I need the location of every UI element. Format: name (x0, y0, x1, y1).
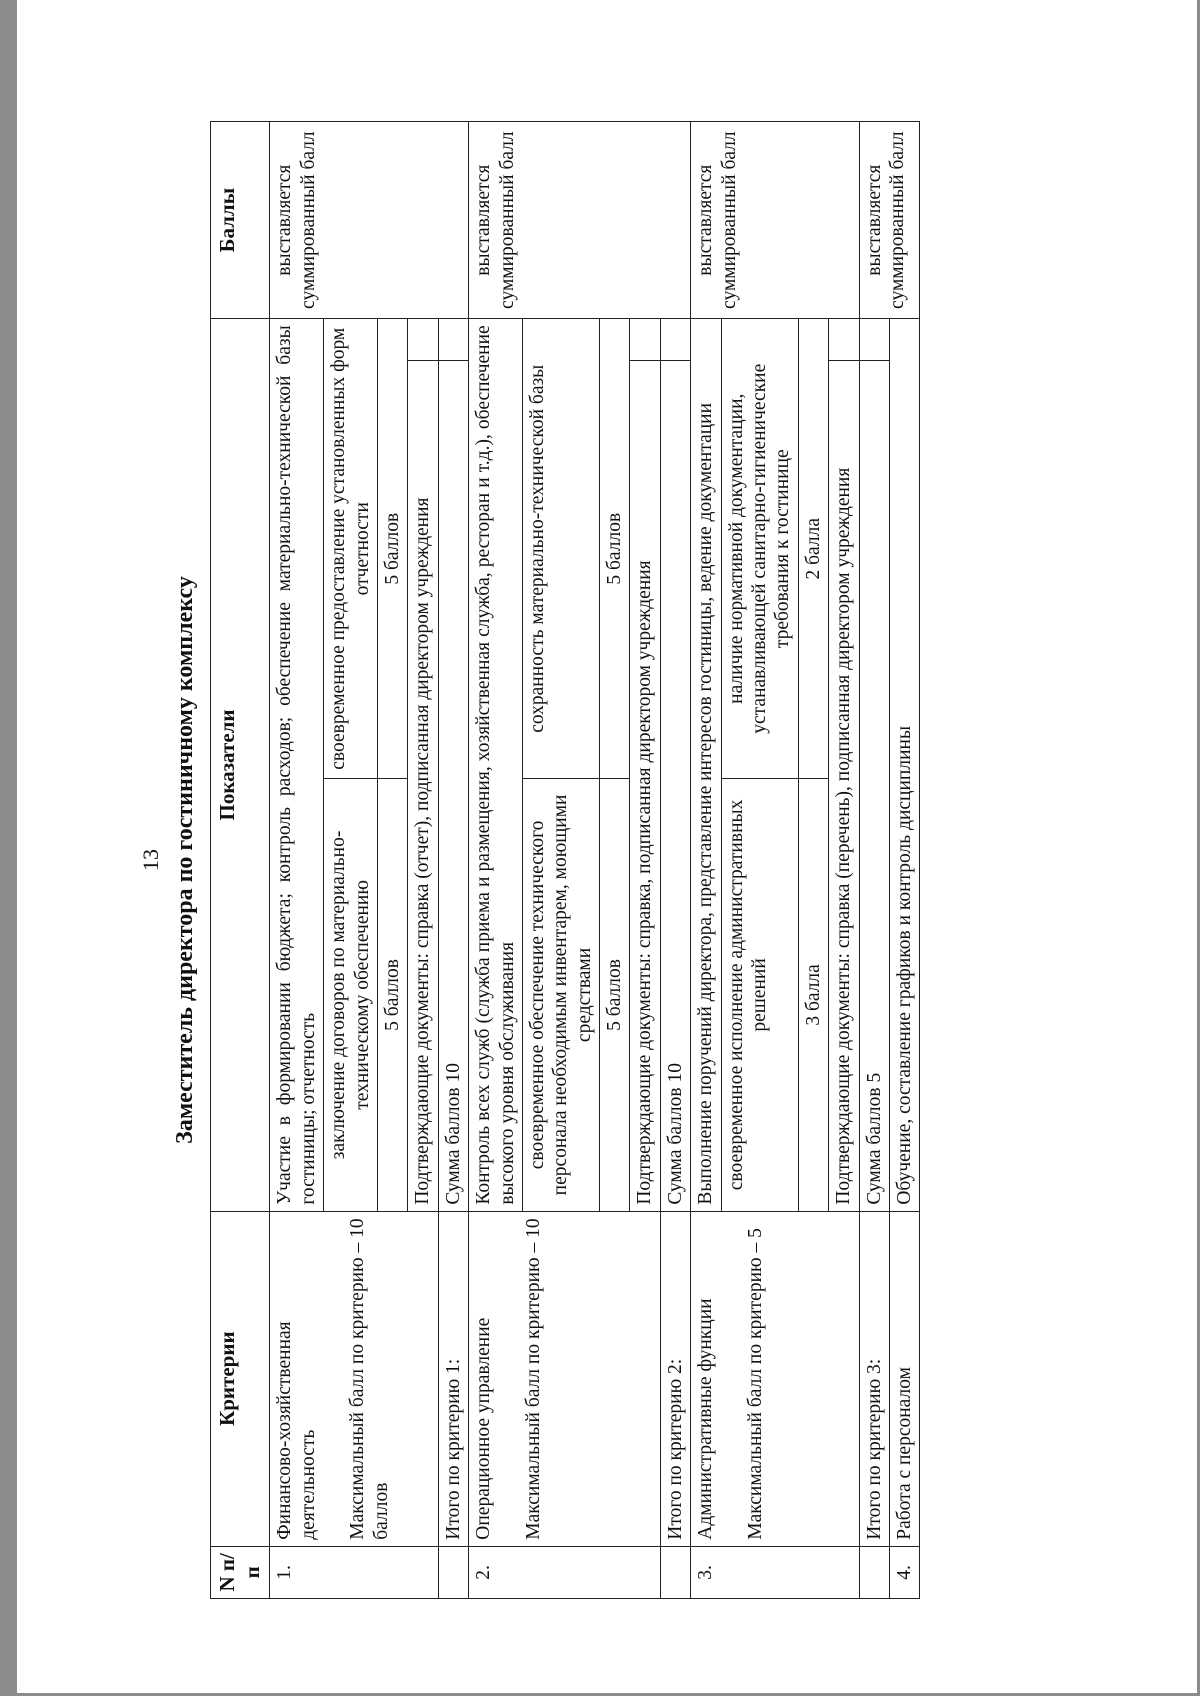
indicator-description: Выполнение поручений директора, представление интересов гостиницы, ведение документации (691, 319, 721, 1211)
criterion-max-score: Максимальный балл по критерию – 10 баллов (347, 1218, 392, 1540)
score-note: выставляется суммированный балл (469, 122, 691, 319)
sub-indicator-points: 3 балла (798, 779, 828, 1212)
table-row (469, 122, 523, 1599)
table-header-row (211, 122, 270, 1599)
sub-indicator-points: 5 баллов (377, 319, 407, 779)
criterion-name: Операционное управление (473, 1317, 495, 1540)
criterion-cell (469, 1211, 661, 1546)
criterion-total-value: Сумма баллов 10 (438, 360, 468, 1211)
criterion-max-score: Максимальный балл по критерию – 10 (522, 1218, 544, 1540)
sub-indicator: своевременное обеспечение технического персонала необходимым инвентарем, моющими средствами (522, 779, 599, 1212)
row-number: 3. (691, 1546, 859, 1598)
score-note: выставляется суммированный балл (859, 122, 920, 319)
criteria-table (210, 121, 920, 1599)
table-row (660, 122, 690, 1599)
indicator-description: Контроль всех служб (служба приема и размещения, хозяйственная служба, ресторан и т.д.), обеспечение высокого уровня обслуживания (469, 319, 523, 1211)
row-number: 1. (270, 1546, 438, 1598)
criterion-cell (691, 1211, 859, 1546)
score-note-top: выставляется суммированный балл (691, 122, 859, 319)
table-row (438, 122, 468, 1599)
sub-indicator: своевременное исполнение административных решений (721, 779, 798, 1212)
sub-indicator: сохранность материально-технической базы (522, 319, 599, 779)
criterion-max-score: Максимальный балл по критерию – 5 (744, 1228, 766, 1540)
table-row (270, 122, 324, 1599)
indicator-description: Обучение, составление графиков и контроль дисциплины (889, 319, 919, 1211)
criterion-name: Финансово-хозяйственная деятельность (274, 1321, 319, 1540)
sub-indicator: наличие нормативной документации, устанавливающей санитарно-гигиенические требования к гостинице (721, 319, 798, 779)
sub-indicator: своевременное предоставление установленных форм отчетности (324, 319, 378, 779)
criterion-cell (270, 1211, 438, 1546)
supporting-documents: Подтверждающие документы: справка (перечень), подписанная директором учреждения (829, 360, 859, 1211)
header-points: Баллы (211, 122, 270, 319)
criterion-total-value: Сумма баллов 10 (660, 360, 690, 1211)
header-indicators: Показатели (211, 319, 270, 1211)
viewer-frame-left (0, 0, 17, 1696)
sub-indicator-points: 5 баллов (377, 779, 407, 1212)
sub-indicator-points: 5 баллов (600, 319, 630, 779)
table-row (859, 122, 889, 1599)
table-row (691, 122, 721, 1599)
criterion-total-label: Итого по критерию 3: (859, 1211, 889, 1546)
supporting-documents: Подтверждающие документы: справка (отчет), подписанная директором учреждения (408, 360, 438, 1211)
document-title: Заместитель директора по гостиничному комплексу (172, 576, 198, 1144)
page-number: 13 (138, 849, 163, 871)
header-criteria: Критерии (211, 1211, 270, 1546)
sub-indicator-points: 2 балла (798, 319, 828, 779)
criterion-name: Административные функции (695, 1298, 717, 1540)
criterion-name: Работа с персоналом (889, 1211, 919, 1546)
criterion-total-value: Сумма баллов 5 (859, 360, 889, 1211)
row-number: 4. (889, 1546, 919, 1598)
criterion-total-label: Итого по критерию 1: (438, 1211, 468, 1546)
table-row (889, 122, 919, 1599)
rotated-document-page (128, 120, 1108, 1600)
header-num: N п/п (211, 1546, 270, 1598)
supporting-documents: Подтверждающие документы: справка, подписанная директором учреждения (630, 360, 660, 1211)
sub-indicator: заключение договоров по материально-техническому обеспечению (324, 779, 378, 1212)
criterion-total-label: Итого по критерию 2: (660, 1211, 690, 1546)
score-note: выставляется суммированный балл (270, 122, 469, 319)
indicator-description: Участие в формировании бюджета; контроль расходов; обеспечение материально-технической базы гостиницы; отчетность (270, 319, 324, 1211)
row-number: 2. (469, 1546, 661, 1598)
sub-indicator-points: 5 баллов (600, 779, 630, 1212)
